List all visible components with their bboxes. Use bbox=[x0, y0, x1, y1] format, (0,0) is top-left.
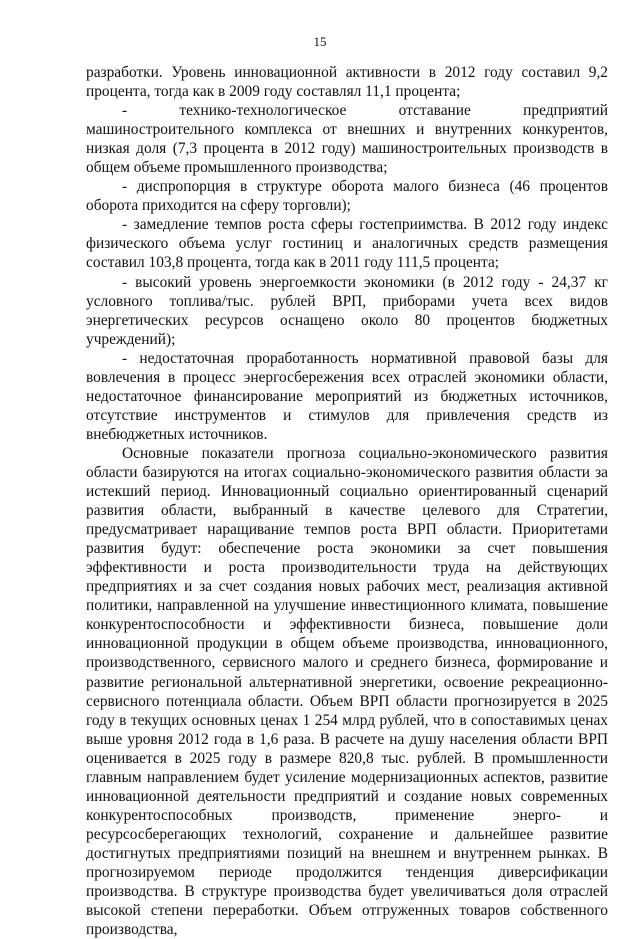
list-item-regulatory-base: - недостаточная проработанность нормативной правовой базы для вовлечения в процесс энергосбережения всех отраслей экономики области, недостаточное финансирование мероприятий из бюджетных источников, отсутствие инструментов и стимулов для привлечения средств из внебюджетных источников. bbox=[86, 349, 608, 443]
page-number: 15 bbox=[313, 34, 327, 49]
list-item-engineering-lag: - технико-технологическое отставание предприятий машиностроительного комплекса от внешних и внутренних конкурентов, низкая доля (7,3 процента в 2012 году) машиностроительных производств в общем объеме промышленного производства; bbox=[86, 102, 608, 177]
paragraph-continuation: разработки. Уровень инновационной активности в 2012 году составил 9,2 процента, тогда как в 2009 году составлял 11,1 процента; bbox=[86, 64, 608, 101]
document-body bbox=[86, 63, 608, 939]
paragraph-forecast-indicators: Основные показатели прогноза социально-экономического развития области базируются на итогах социально-экономического развития области за истекший период. Инновационный социально ориентированный сценарий развития области, выбранный в качестве целевого для Стратегии, предусматривает наращивание темпов роста ВРП области. Приоритетами развития будут: обеспечение роста экономики за счет повышения эффективности и роста производительности труда на действующих предприятиях и за счет создания новых рабочих мест, реализация активной политики, направленной на улучшение инвестиционного климата, повышение конкурентоспособности и эффективности бизнеса, повышение доли инновационной продукции в общем объеме производства, инновационного, производственного, сервисного малого и среднего бизнеса, формирование и развитие региональной альтернативной энергетики, освоение рекреационно-сервисного потенциала области. Объем ВРП области прогнозируется в 2025 году в текущих основных ценах 1 254 млрд рублей, что в сопоставимых ценах выше уровня 2012 года в 1,6 раза. В расчете на душу населения области ВРП оценивается в 2025 году в размере 820,8 тыс. рублей. В промышленности главным направлением будет усиление модернизационных аспектов, развитие инновационной деятельности предприятий и создание новых современных конкурентоспособных производств, применение энерго- и ресурсосберегающих технологий, сохранение и дальнейшее развитие достигнутых предприятиями позиций на внешнем и внутреннем рынках. В прогнозируемом периоде продолжится тенденция диверсификации производства. В структуре производства будет увеличиваться доля отраслей высокой степени переработки. Объем отгруженных товаров собственного производства, bbox=[86, 444, 608, 939]
list-item-energy-intensity: - высокий уровень энергоемкости экономики (в 2012 году - 24,37 кг условного топлива/тыс. рублей ВРП, приборами учета всех видов энергетических ресурсов оснащено около 80 процентов бюджетных учреждений); bbox=[86, 273, 608, 348]
list-item-hospitality-slowdown: - замедление темпов роста сферы гостеприимства. В 2012 году индекс физического объема услуг гостиниц и аналогичных средств размещения составил 103,8 процента, тогда как в 2011 году 111,5 процента; bbox=[86, 216, 608, 272]
list-item-small-business-disproportion: - диспропорция в структуре оборота малого бизнеса (46 процентов оборота приходится на сферу торговли); bbox=[86, 178, 608, 215]
